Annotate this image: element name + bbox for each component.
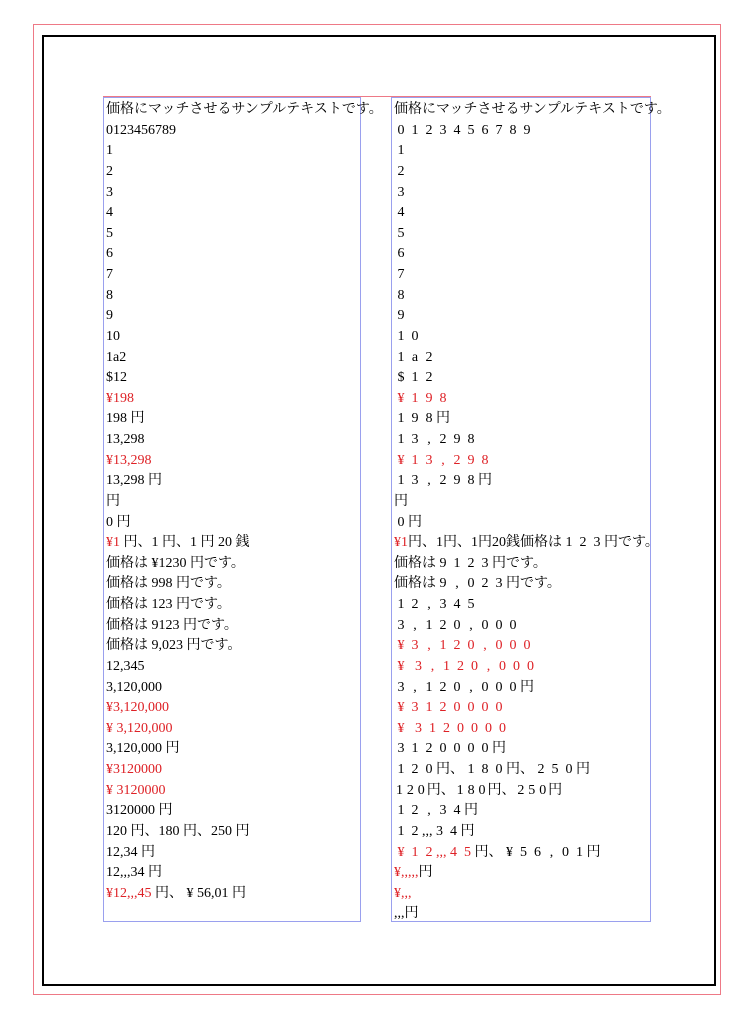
text-line: 3,120,000 [106,679,162,695]
text-line: ¥ 3,120,000 [106,720,173,736]
text-line: ¥ 3 1 2 0 0 0 0 [397,700,503,716]
text-line: 9 [106,308,113,324]
text-line: 198 円 [106,411,145,427]
text-line: 価格は 998 円です。 [106,576,231,592]
text-line: ¥3,120,000 [106,700,169,716]
text-line: 2 [397,163,405,179]
text-line: 1 2 , 3 4 5 [397,597,475,612]
text-line: 12,,,34 円 [106,865,162,881]
text-line: 1 2 ,,, 3 4 円 [397,823,475,839]
text-line: 10 [106,328,120,344]
text-line: 4 [106,205,113,221]
text-line: ¥ 3 , 1 2 0 , 0 0 0 [397,638,531,654]
text-line: ¥ 3 1 2 0 0 0 0 [397,720,506,736]
text-line: 価格は 9,023 円です。 [106,638,242,654]
text-line: 0123456789 [106,122,176,138]
text-line: 1 2 0 円、 1 8 0 円、 2 5 0 円 [397,762,590,777]
text-line: $12 [106,370,127,386]
text-line: $ 1 2 [397,370,433,386]
text-line: 3120000 円 [106,803,173,819]
text-line: ¥,,, [394,885,412,901]
text-line: ¥3120000 [106,762,162,777]
text-line: ¥ 3120000 [106,782,166,798]
text-line: 13,298 円 [106,473,162,489]
text-line: 1 2 0 円、 1 8 0 円、 2 5 0 円 [395,782,563,798]
text-line: 8 [397,287,405,303]
text-line: 3 , 1 2 0 , 0 0 0 円 [397,679,534,695]
text-line: ¥ 1 2 ,,, 4 5 円、 ¥ 5 6 , 0 1 円 [397,844,601,860]
text-line: 1 2 , 3 4 円 [397,803,478,819]
text-line: 価格は 123 円です。 [106,597,231,612]
text-line: 1 0 [397,328,419,344]
text-line: 価格は ¥1230 円です。 [106,555,245,571]
text-line: 1 9 8 円 [397,411,450,427]
text-line: ¥ 1 9 8 [397,390,447,406]
top-margin-guide [103,96,651,97]
text-line: 7 [106,267,113,282]
text-line: ¥,,,,,円 [394,865,433,881]
text-line: 4 [397,205,405,221]
text-frame-left[interactable] [103,97,383,922]
text-line: 12,345 [106,658,145,674]
text-line: 13,298 [106,432,145,447]
text-line: 円 [394,493,408,509]
text-line: 価格は 9123 円です。 [106,617,238,633]
text-line: 6 [397,246,405,262]
text-line: 3 , 1 2 0 , 0 0 0 [397,617,517,633]
text-line: 8 [106,287,113,303]
text-line: 価格は 9 , 0 2 3 円です。 [394,576,561,592]
text-line: 5 [397,225,405,241]
text-line: 3 [106,184,113,200]
text-line: 6 [106,246,113,262]
text-line: 0 円 [397,514,422,530]
text-line: 5 [106,225,113,241]
text-line: 120 円、180 円、250 円 [106,823,250,839]
text-line: 12,34 円 [106,844,155,860]
text-line: ¥198 [106,390,134,406]
text-line: 価格にマッチさせるサンプルテキストです。 [394,102,671,117]
text-line: 7 [397,267,405,282]
text-line: ¥13,298 [106,452,152,468]
text-line: 3 [397,184,405,200]
text-line: ¥1 円、1 円、1 円 20 銭 [106,535,250,551]
text-frame-right[interactable] [391,97,671,922]
text-line: 1a2 [106,349,127,365]
text-line: 9 [397,308,405,324]
text-line: ,,,円 [394,906,419,922]
text-line: 価格にマッチさせるサンプルテキストです。 [106,102,383,117]
text-line: 1 3 , 2 9 8 [397,432,475,447]
text-line: 0 1 2 3 4 5 6 7 8 9 [397,122,531,138]
text-line: ¥1円、1円、1円20銭価格は 1 2 3 円です。 [394,535,659,551]
text-line: 円 [106,493,120,509]
text-line: ¥ 1 3 , 2 9 8 [397,452,489,468]
text-line: ¥ 3 , 1 2 0 , 0 0 0 [397,658,534,674]
text-line: 3 1 2 0 0 0 0 円 [397,741,506,757]
text-line: 2 [106,163,113,179]
text-line: 3,120,000 円 [106,741,180,757]
text-line: 1 3 , 2 9 8 円 [397,473,492,489]
text-line: 1 [106,143,113,159]
text-line: 0 円 [106,514,131,530]
text-line: 1 a 2 [397,349,433,365]
text-line: 1 [397,143,405,159]
text-line: 価格は 9 1 2 3 円です。 [394,555,547,571]
text-line: ¥12,,,45 円、 ¥ 56,01 円 [106,885,246,901]
